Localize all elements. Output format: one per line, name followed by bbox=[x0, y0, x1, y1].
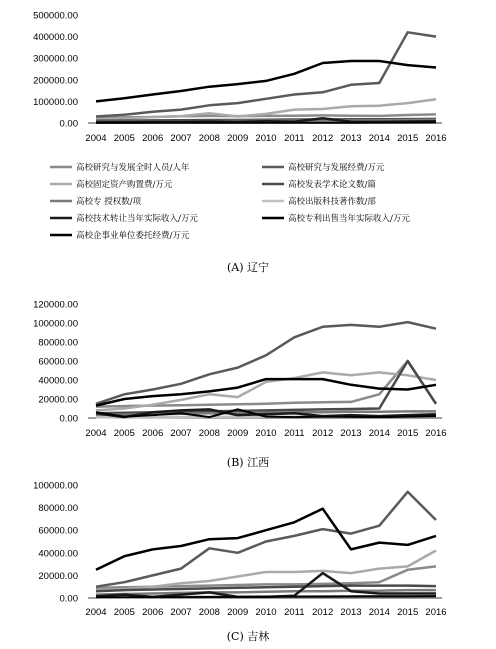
x-tick-label: 2016 bbox=[425, 607, 447, 618]
y-tick-label: 0.00 bbox=[59, 593, 78, 605]
x-tick-label: 2011 bbox=[284, 133, 305, 144]
chart-caption: (B) 江西 bbox=[226, 456, 270, 469]
legend-label: 高校专 授权数/项 bbox=[76, 197, 142, 207]
y-tick-label: 120000.00 bbox=[33, 299, 78, 311]
x-tick-label: 2005 bbox=[113, 133, 135, 144]
chart-caption: (C) 吉林 bbox=[226, 630, 270, 643]
x-tick-label: 2011 bbox=[284, 607, 305, 618]
x-tick-label: 2005 bbox=[113, 428, 135, 439]
x-tick-label: 2004 bbox=[85, 428, 107, 439]
y-tick-label: 60000.00 bbox=[38, 525, 78, 537]
y-tick-label: 100000.00 bbox=[33, 480, 78, 492]
legend-label: 高校发表学术论文数/篇 bbox=[288, 180, 376, 190]
y-tick-label: 400000.00 bbox=[33, 32, 78, 44]
x-tick-label: 2015 bbox=[397, 133, 419, 144]
x-tick-label: 2007 bbox=[170, 133, 192, 144]
y-tick-label: 20000.00 bbox=[38, 394, 78, 406]
legend-label: 高校企事业单位委托经费/万元 bbox=[76, 231, 190, 241]
series-line-9 bbox=[96, 61, 436, 101]
x-tick-label: 2014 bbox=[368, 428, 390, 439]
x-tick-label: 2008 bbox=[198, 133, 220, 144]
y-tick-label: 40000.00 bbox=[38, 375, 78, 387]
y-tick-label: 0.00 bbox=[59, 118, 78, 130]
x-tick-label: 2016 bbox=[425, 133, 447, 144]
series-line-8 bbox=[96, 596, 436, 597]
x-tick-label: 2010 bbox=[255, 607, 277, 618]
x-tick-label: 2004 bbox=[85, 133, 107, 144]
x-tick-label: 2007 bbox=[170, 428, 192, 439]
x-tick-label: 2013 bbox=[340, 607, 362, 618]
y-tick-label: 500000.00 bbox=[33, 10, 78, 22]
x-tick-label: 2007 bbox=[170, 607, 192, 618]
y-tick-label: 60000.00 bbox=[38, 356, 78, 368]
legend-label: 高校技术转让当年实际收入/万元 bbox=[76, 214, 198, 224]
x-tick-label: 2013 bbox=[340, 428, 362, 439]
y-tick-label: 100000.00 bbox=[33, 318, 78, 330]
legend-label: 高校专利出售当年实际收入/万元 bbox=[288, 214, 410, 224]
x-tick-label: 2005 bbox=[113, 607, 135, 618]
x-tick-label: 2015 bbox=[397, 607, 419, 618]
x-tick-label: 2006 bbox=[142, 133, 164, 144]
series-line-2 bbox=[96, 32, 436, 116]
x-tick-label: 2009 bbox=[227, 428, 249, 439]
chart-jiangxi bbox=[33, 300, 446, 470]
x-tick-label: 2012 bbox=[312, 428, 334, 439]
y-tick-label: 100000.00 bbox=[33, 96, 78, 108]
x-tick-label: 2012 bbox=[312, 607, 334, 618]
legend-label: 高校研究与发展全时人员/人年 bbox=[76, 163, 190, 173]
y-tick-label: 20000.00 bbox=[38, 570, 78, 582]
x-tick-label: 2014 bbox=[368, 607, 390, 618]
x-tick-label: 2015 bbox=[397, 428, 419, 439]
chart-jilin bbox=[33, 481, 446, 644]
series-line-2 bbox=[96, 322, 436, 404]
x-tick-label: 2010 bbox=[255, 133, 277, 144]
x-tick-label: 2014 bbox=[368, 133, 390, 144]
x-tick-label: 2008 bbox=[198, 607, 220, 618]
legend bbox=[50, 162, 410, 241]
x-tick-label: 2006 bbox=[142, 428, 164, 439]
x-tick-label: 2016 bbox=[425, 428, 447, 439]
legend-label: 高校研究与发展经费/万元 bbox=[288, 163, 385, 173]
x-tick-label: 2012 bbox=[312, 133, 334, 144]
x-tick-label: 2009 bbox=[227, 133, 249, 144]
y-tick-label: 0.00 bbox=[59, 413, 78, 425]
y-tick-label: 40000.00 bbox=[38, 548, 78, 560]
y-tick-label: 80000.00 bbox=[38, 503, 78, 515]
y-tick-label: 300000.00 bbox=[33, 53, 78, 65]
chart-caption: (A) 辽宁 bbox=[226, 261, 270, 274]
x-tick-label: 2013 bbox=[340, 133, 362, 144]
legend-label: 高校固定资产购置费/万元 bbox=[76, 180, 173, 190]
y-tick-label: 200000.00 bbox=[33, 75, 78, 87]
x-tick-label: 2006 bbox=[142, 607, 164, 618]
x-tick-label: 2011 bbox=[284, 428, 305, 439]
x-tick-label: 2004 bbox=[85, 607, 107, 618]
x-tick-label: 2010 bbox=[255, 428, 277, 439]
y-tick-label: 80000.00 bbox=[38, 337, 78, 349]
x-tick-label: 2008 bbox=[198, 428, 220, 439]
legend-label: 高校出版科技著作数/部 bbox=[288, 197, 376, 207]
x-tick-label: 2009 bbox=[227, 607, 249, 618]
